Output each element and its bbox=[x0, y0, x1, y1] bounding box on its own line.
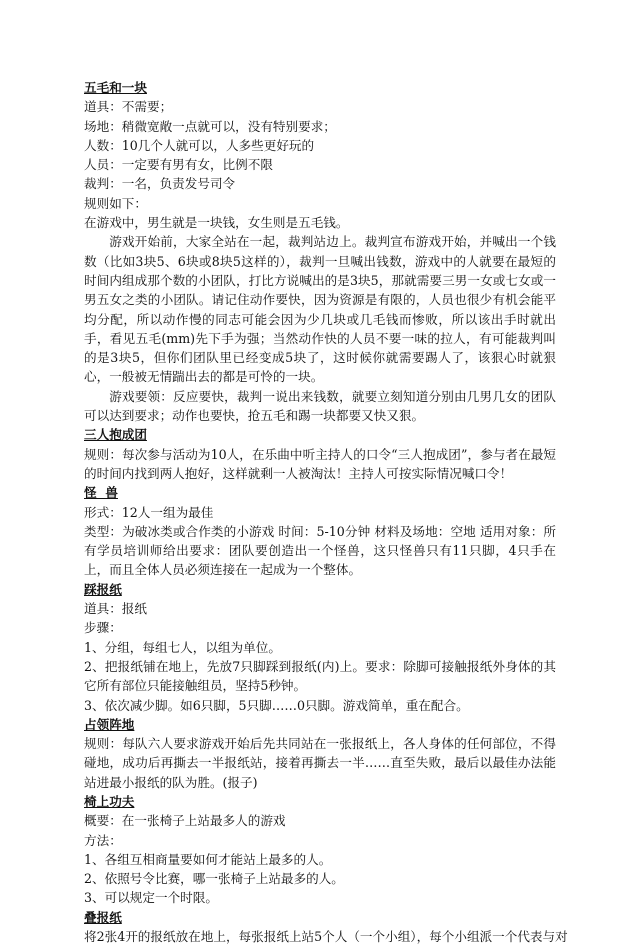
text-line: 场地：稍微宽敞一点就可以，没有特别要求； bbox=[84, 118, 336, 134]
document-page bbox=[84, 78, 568, 946]
paragraph-type: 类型：为破冰类或合作类的小游戏 时间：5-10分钟 材料及场地：空地 适用对象：所有学员培训师给出要求：团队要创造出一个怪兽，这只怪兽只有11只脚，4只手在上，而且全体人员必须连接在一起成为一个整体。 bbox=[84, 523, 556, 578]
text-line: 形式：12人一组为最佳 bbox=[84, 504, 214, 520]
text-line: 3、可以规定一个时限。 bbox=[84, 890, 218, 906]
paragraph-rules: 游戏开始前，大家全站在一起，裁判站边上。裁判宣布游戏开始，并喊出一个钱数（比如3块5、6块或8块5这样的），裁判一旦喊出钱数，游戏中的人就要在最短的时间内组成那个数的小团队，打比方说喊出的是3块5，那就需要三男一女或七女或一男五女之类的小团队。请记住动作要快，因为资源是有限的，人员也很少有机会能平均分配，所以动作慢的同志可能会因为少几块或几毛钱而惨败，所以该出手时就出手，看见五毛(mm)先下手为强；当然动作快的人员不要一味的拉人，有可能裁判叫的是3块5，但你们团队里已经变成5块了，这时候你就需要踢人了，该狠心时就狠心，一般被无情踹出去的都是可怜的一块。 bbox=[84, 234, 556, 385]
paragraph-step: 2、把报纸铺在地上，先放7只脚踩到报纸(内)上。要求：除脚可接触报纸外身体的其它所有部位只能接触组员，坚持5秒钟。 bbox=[84, 658, 556, 694]
paragraph-rules: 规则：每队六人要求游戏开始后先共同站在一张报纸上，各人身体的任何部位，不得碰地，成功后再撕去一半报纸站，接着再撕去一半……直至失败，最后以最佳办法能站进最小报纸的队为胜。(报子) bbox=[84, 736, 556, 790]
section-title-diebaozhi: 叠报纸 bbox=[84, 909, 122, 925]
section-title-caibaozhi: 踩报纸 bbox=[84, 581, 122, 597]
text-line: 道具：不需要； bbox=[84, 99, 173, 115]
paragraph-tips: 游戏要领：反应要快，裁判一说出来钱数，就要立刻知道分别由几男几女的团队可以达到要求；动作也要快，抢五毛和踢一块都要又快又狠。 bbox=[84, 388, 556, 424]
text-line: 裁判：一名，负责发号司令 bbox=[84, 176, 236, 192]
text-line: 人员：一定要有男有女，比例不限 bbox=[84, 157, 273, 173]
text-line: 步骤： bbox=[84, 620, 122, 636]
text-line: 在游戏中，男生就是一块钱，女生则是五毛钱。 bbox=[84, 215, 349, 231]
paragraph-rules: 规则：每次参与活动为10人，在乐曲中听主持人的口令“三人抱成团”，参与者在最短的时间内找到两人抱好，这样就剩一人被淘汰！主持人可按实际情况喊口令！ bbox=[84, 446, 556, 481]
text-line: 概要：在一张椅子上站最多人的游戏 bbox=[84, 813, 286, 829]
text-line: 道具：报纸 bbox=[84, 601, 147, 617]
text-line: 3、依次减少脚。如6只脚，5只脚……0只脚。游戏简单，重在配合。 bbox=[84, 697, 469, 713]
text-line: 将2张4开的报纸放在地上，每张报纸上站5个人（一个小组），每个小组派一个代表与对 bbox=[84, 929, 568, 945]
section-title-yishang: 椅上功夫 bbox=[84, 793, 135, 809]
text-line: 规则如下： bbox=[84, 195, 147, 211]
text-line: 1、分组，每组七人，以组为单位。 bbox=[84, 639, 281, 655]
section-title-wumao: 五毛和一块 bbox=[84, 80, 147, 95]
text-line: 1、各组互相商量要如何才能站上最多的人。 bbox=[84, 851, 332, 867]
section-title-sanren: 三人抱成团 bbox=[84, 427, 147, 443]
text-line: 方法： bbox=[84, 832, 122, 848]
text-line: 2、依照号令比赛，哪一张椅子上站最多的人。 bbox=[84, 871, 344, 887]
section-title-guaishou: 怪 兽 bbox=[84, 485, 118, 501]
section-title-zhanling: 占领阵地 bbox=[84, 716, 135, 732]
text-line: 人数：10几个人就可以，人多些更好玩的 bbox=[84, 137, 315, 153]
